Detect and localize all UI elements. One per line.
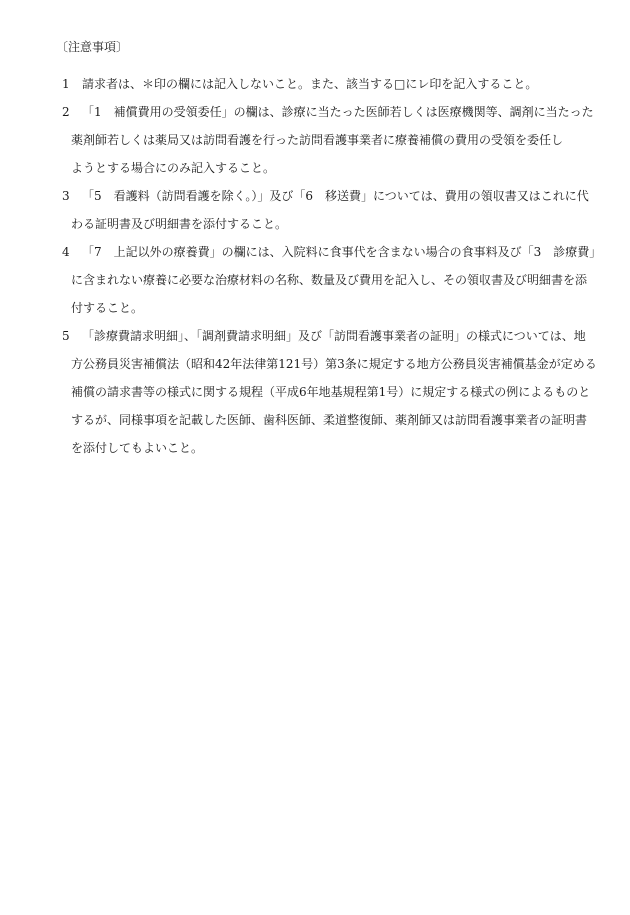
note-line: に含まれない療養に必要な治療材料の名称、数量及び費用を記入し、その領収書及び明細書を添 bbox=[71, 273, 588, 287]
note-number: 1 bbox=[62, 77, 70, 91]
note-line: 補償の請求書等の様式に関する規程（平成6年地基規程第1号）に規定する様式の例によるものと bbox=[71, 385, 591, 399]
note-line: 薬剤師若しくは薬局又は訪問看護を行った訪問看護事業者に療養補償の費用の受領を委任し bbox=[71, 133, 564, 147]
note-item bbox=[0, 98, 630, 182]
note-line: 付すること。 bbox=[71, 301, 144, 315]
note-item bbox=[0, 238, 630, 322]
note-text bbox=[71, 182, 589, 238]
note-item bbox=[0, 322, 630, 462]
notes-list bbox=[0, 70, 630, 462]
note-line: 「診療費請求明細」、「調剤費請求明細」及び「訪問看護事業者の証明」の様式については、地 bbox=[82, 329, 586, 343]
note-line: を添付してもよいこと。 bbox=[71, 441, 204, 455]
note-number: 4 bbox=[62, 245, 70, 259]
note-line: 「7 上記以外の療養費」の欄には、入院料に食事代を含まない場合の食事料及び「3 診療費」 bbox=[82, 245, 602, 259]
note-line: わる証明書及び明細書を添付すること。 bbox=[71, 217, 288, 231]
note-number: 2 bbox=[62, 105, 70, 119]
note-item bbox=[0, 182, 630, 238]
notes-heading: 〔注意事項〕 bbox=[56, 40, 129, 54]
note-line: 「1 補償費用の受領委任」の欄は、診療に当たった医師若しくは医療機関等、調剤に当たった bbox=[82, 105, 594, 119]
note-text bbox=[71, 98, 594, 182]
note-line: ようとする場合にのみ記入すること。 bbox=[71, 161, 276, 175]
note-text bbox=[82, 70, 584, 98]
note-line: 方公務員災害補償法（昭和42年法律第121号）第3条に規定する地方公務員災害補償基金が定める bbox=[71, 357, 597, 371]
note-line: するが、同様事項を記載した医師、歯科医師、柔道整復師、薬剤師又は訪問看護事業者の証明書 bbox=[71, 413, 588, 427]
note-line: 「5 看護料（訪問看護を除く。）」及び「6 移送費」については、費用の領収書又はこれに代 bbox=[82, 189, 589, 203]
note-text bbox=[71, 238, 602, 322]
note-number: 5 bbox=[62, 329, 70, 343]
note-item bbox=[0, 70, 630, 98]
note-number: 3 bbox=[62, 189, 70, 203]
note-line: 請求者は、＊印の欄には記入しないこと。また、該当する□にレ印を記入すること。 bbox=[82, 77, 538, 91]
note-text bbox=[71, 322, 597, 462]
